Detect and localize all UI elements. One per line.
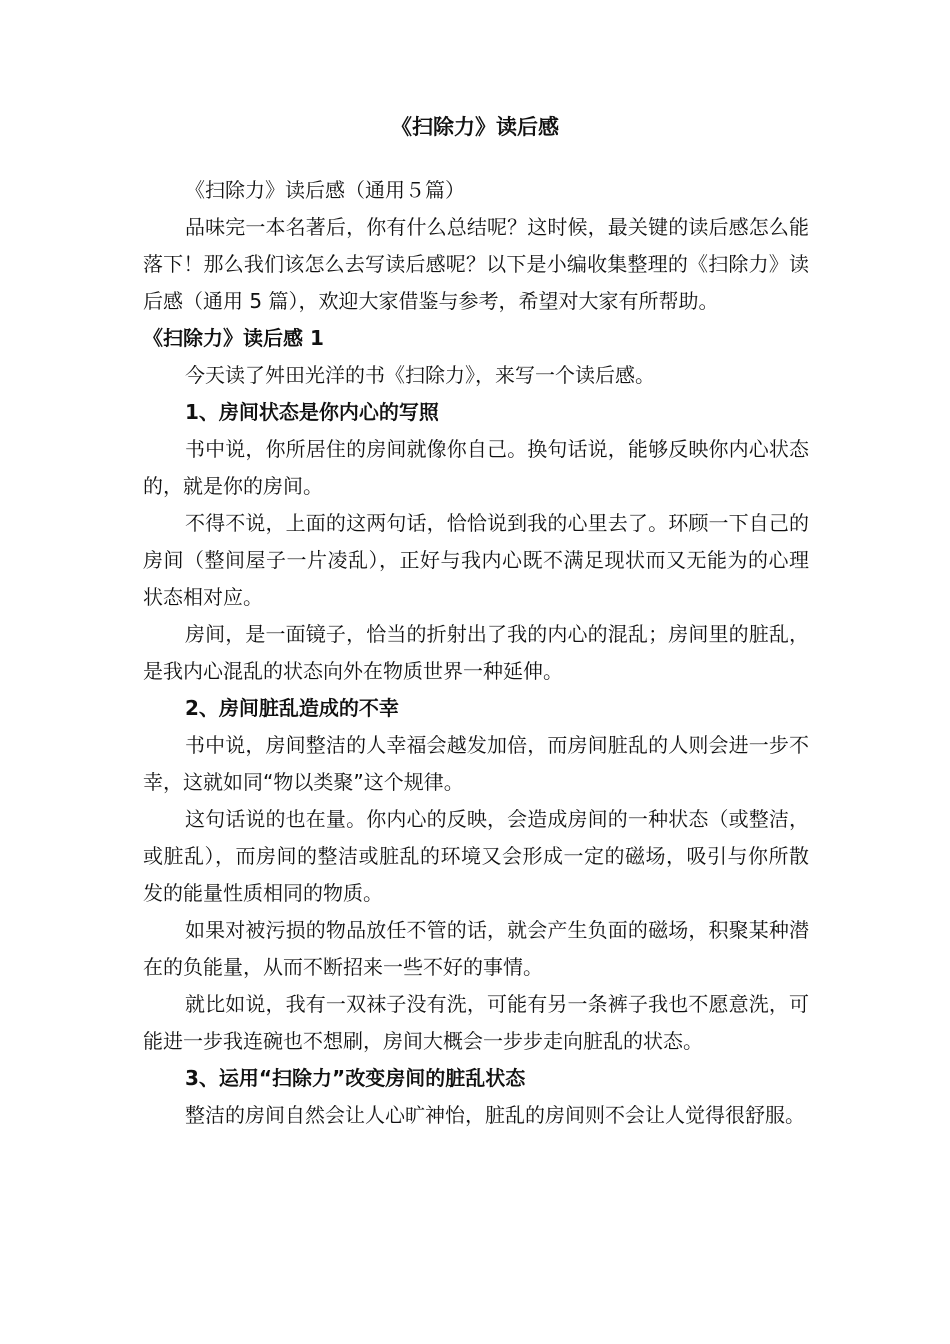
subheading-2: 2、房间脏乱造成的不幸	[185, 696, 399, 720]
body-paragraph-5: 书中说，房间整洁的人幸福会越发加倍，而房间脏乱的人则会进一步不幸，这就如同“物以类聚”这个规律。	[143, 733, 809, 794]
body-paragraph-1: 今天读了舛田光洋的书《扫除力》，来写一个读后感。	[185, 363, 655, 387]
body-paragraph-6: 这句话说的也在量。你内心的反映，会造成房间的一种状态（或整洁，或脏乱），而房间的整洁或脏乱的环境又会形成一定的磁场，吸引与你所散发的能量性质相同的物质。	[143, 807, 809, 905]
body-paragraph-9: 整洁的房间自然会让人心旷神怡，脏乱的房间则不会让人觉得很舒服。	[185, 1103, 805, 1127]
intro-paragraph: 品味完一本名著后，你有什么总结呢？这时候，最关键的读后感怎么能落下！那么我们该怎么去写读后感呢？以下是小编收集整理的《扫除力》读后感（通用 5 篇），欢迎大家借鉴与参考，希望对大家有所帮助。	[143, 215, 809, 313]
body-paragraph-3: 不得不说，上面的这两句话，恰恰说到我的心里去了。环顾一下自己的房间（整间屋子一片凌乱），正好与我内心既不满足现状而又无能为的心理状态相对应。	[143, 511, 809, 609]
document-title: 《扫除力》读后感	[391, 115, 559, 139]
subheading-1: 1、房间状态是你内心的写照	[185, 400, 439, 424]
body-paragraph-8: 就比如说，我有一双袜子没有洗，可能有另一条裤子我也不愿意洗，可能进一步我连碗也不想刷，房间大概会一步步走向脏乱的状态。	[143, 992, 809, 1053]
subheading-3: 3、运用“扫除力”改变房间的脏乱状态	[185, 1066, 526, 1090]
document-body	[143, 172, 809, 1134]
body-paragraph-2: 书中说，你所居住的房间就像你自己。换句话说，能够反映你内心状态的，就是你的房间。	[143, 437, 809, 498]
subtitle: 《扫除力》读后感（通用５篇）	[185, 178, 465, 202]
body-paragraph-7: 如果对被污损的物品放任不管的话，就会产生负面的磁场，积聚某种潜在的负能量，从而不断招来一些不好的事情。	[143, 918, 809, 979]
section-heading: 《扫除力》读后感 1	[143, 326, 324, 350]
body-paragraph-4: 房间，是一面镜子，恰当的折射出了我的内心的混乱；房间里的脏乱，是我内心混乱的状态向外在物质世界一种延伸。	[143, 622, 809, 683]
